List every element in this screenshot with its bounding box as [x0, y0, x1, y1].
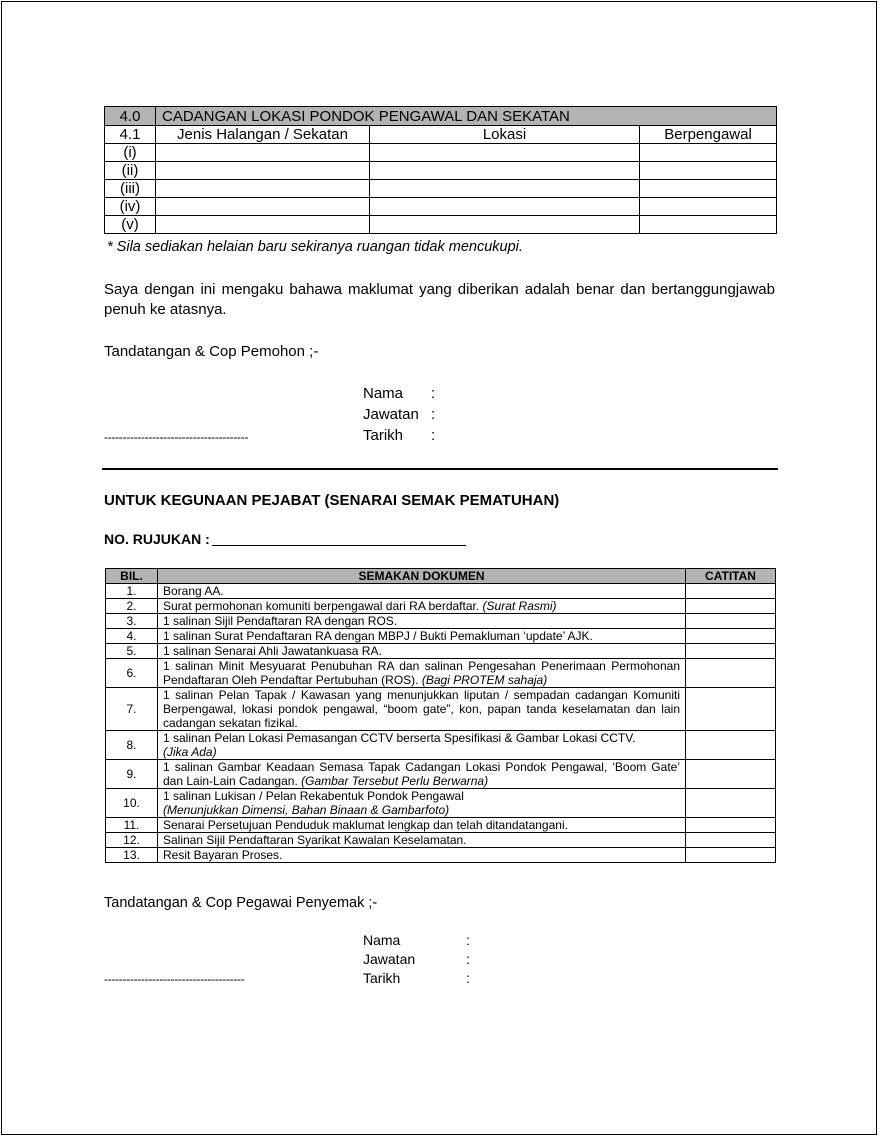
location-cell[interactable] — [370, 180, 640, 198]
item-number: 8. — [106, 731, 158, 760]
item-note-cell[interactable] — [686, 731, 776, 760]
officer-name-label: Nama — [363, 932, 401, 948]
item-number: 1. — [106, 584, 158, 599]
item-text: Surat permohonan komuniti berpengawal dari RA berdaftar. — [163, 599, 480, 613]
checklist-table — [105, 568, 776, 863]
item-text: 1 salinan Sijil Pendaftaran RA dengan ROS. — [163, 614, 398, 628]
section-divider — [102, 468, 778, 470]
item-note-cell[interactable] — [686, 599, 776, 614]
location-cell[interactable] — [370, 216, 640, 234]
office-heading: UNTUK KEGUNAAN PEJABAT (SENARAI SEMAK PEMATUHAN) — [104, 492, 560, 509]
item-note-cell[interactable] — [686, 629, 776, 644]
applicant-name-colon: : — [431, 385, 436, 402]
item-document — [158, 614, 686, 629]
section4-title: CADANGAN LOKASI PONDOK PENGAWAL DAN SEKATAN — [156, 107, 777, 126]
column-document: SEMAKAN DOKUMEN — [158, 569, 686, 584]
item-number: 13. — [106, 848, 158, 863]
applicant-signature-label: Tandatangan & Cop Pemohon ;- — [104, 343, 319, 360]
checklist-row — [106, 659, 776, 688]
section4-note: * Sila sediakan helaian baru sekiranya ruangan tidak mencukupi. — [107, 239, 523, 255]
item-text: Borang AA. — [163, 584, 224, 598]
item-number: 10. — [106, 789, 158, 818]
applicant-position-label: Jawatan — [363, 406, 419, 423]
applicant-position-colon: : — [431, 406, 436, 423]
checklist-row — [106, 760, 776, 789]
item-document — [158, 688, 686, 731]
checklist-row — [106, 848, 776, 863]
checklist-row — [106, 789, 776, 818]
item-note-cell[interactable] — [686, 688, 776, 731]
row-label: (iv) — [105, 198, 156, 216]
section4-number: 4.0 — [105, 107, 156, 126]
officer-signature-label: Tandatangan & Cop Pegawai Penyemak ;- — [104, 895, 378, 911]
officer-date-label: Tarikh — [363, 970, 401, 986]
column-location: Lokasi — [370, 126, 640, 144]
item-italic-note: (Surat Rasmi) — [482, 599, 557, 613]
row-label: (v) — [105, 216, 156, 234]
section4-sub-number: 4.1 — [105, 126, 156, 144]
type-cell[interactable] — [156, 162, 370, 180]
item-text: 1 salinan Gambar Keadaan Semasa Tapak Cadangan Lokasi Pondok Pengawal, ‘Boom Gate’ dan Lain-Lain Cadangan. — [163, 760, 680, 788]
item-note-cell[interactable] — [686, 584, 776, 599]
officer-date-colon: : — [466, 970, 470, 986]
column-no: BIL. — [106, 569, 158, 584]
item-document — [158, 659, 686, 688]
item-italic-note: (Gambar Tersebut Perlu Berwarna) — [301, 774, 489, 788]
item-text: 1 salinan Pelan Tapak / Kawasan yang menunjukkan liputan / sempadan cadangan Komuniti Berpengawal, lokasi pondok pengawal, “boom gate”, kon, papan tanda keselamatan dan lain cadangan sekatan fizikal. — [163, 688, 680, 730]
item-number: 5. — [106, 644, 158, 659]
checklist-row — [106, 629, 776, 644]
column-note: CATITAN — [686, 569, 776, 584]
type-cell[interactable] — [156, 144, 370, 162]
item-text: Resit Bayaran Proses. — [163, 848, 283, 862]
row-label: (ii) — [105, 162, 156, 180]
section4-row — [105, 144, 777, 162]
item-number: 12. — [106, 833, 158, 848]
item-note-cell[interactable] — [686, 833, 776, 848]
checklist-row — [106, 731, 776, 760]
item-number: 6. — [106, 659, 158, 688]
row-label: (i) — [105, 144, 156, 162]
applicant-date-label: Tarikh — [363, 427, 404, 444]
column-guarded: Berpengawal — [640, 126, 777, 144]
section4-row — [105, 198, 777, 216]
location-cell[interactable] — [370, 198, 640, 216]
section4-row — [105, 216, 777, 234]
item-note-cell[interactable] — [686, 789, 776, 818]
checklist-row — [106, 833, 776, 848]
applicant-date-colon: : — [431, 427, 436, 444]
section4-table — [104, 106, 777, 234]
item-note-cell[interactable] — [686, 614, 776, 629]
item-document — [158, 644, 686, 659]
reference-input-line[interactable] — [212, 545, 466, 546]
type-cell[interactable] — [156, 216, 370, 234]
item-text: Salinan Sijil Pendaftaran Syarikat Kawalan Keselamatan. — [163, 833, 467, 847]
checklist-row — [106, 688, 776, 731]
item-document — [158, 833, 686, 848]
item-text: 1 salinan Lukisan / Pelan Rekabentuk Pondok Pengawal — [163, 789, 464, 803]
section4-row — [105, 162, 777, 180]
row-label: (iii) — [105, 180, 156, 198]
item-text: 1 salinan Pelan Lokasi Pemasangan CCTV berserta Spesifikasi & Gambar Lokasi CCTV. — [163, 731, 636, 745]
item-italic-note: (Jika Ada) — [163, 745, 217, 759]
guarded-cell[interactable] — [640, 198, 777, 216]
item-document — [158, 760, 686, 789]
item-note-cell[interactable] — [686, 818, 776, 833]
item-text: 1 salinan Senarai Ahli Jawatankuasa RA. — [163, 644, 382, 658]
item-number: 7. — [106, 688, 158, 731]
item-document — [158, 848, 686, 863]
item-number: 3. — [106, 614, 158, 629]
guarded-cell[interactable] — [640, 180, 777, 198]
officer-name-colon: : — [466, 932, 470, 948]
item-document — [158, 731, 686, 760]
guarded-cell[interactable] — [640, 216, 777, 234]
reference-label: NO. RUJUKAN : — [104, 531, 210, 547]
checklist-row — [106, 614, 776, 629]
item-document — [158, 629, 686, 644]
checklist-row — [106, 818, 776, 833]
item-number: 9. — [106, 760, 158, 789]
checklist-header-row — [106, 569, 776, 584]
applicant-name-label: Nama — [363, 385, 404, 402]
officer-position-colon: : — [466, 951, 470, 967]
applicant-signature-line: --------------------------------------- — [104, 430, 249, 444]
item-note-cell[interactable] — [686, 760, 776, 789]
location-cell[interactable] — [370, 144, 640, 162]
section4-header-row — [105, 107, 777, 126]
item-note-cell[interactable] — [686, 644, 776, 659]
item-italic-note: (Menunjukkan Dimensi, Bahan Binaan & Gambarfoto) — [163, 803, 450, 817]
section4-row — [105, 180, 777, 198]
guarded-cell[interactable] — [640, 144, 777, 162]
column-type: Jenis Halangan / Sekatan — [156, 126, 370, 144]
checklist-row — [106, 644, 776, 659]
type-cell[interactable] — [156, 198, 370, 216]
location-cell[interactable] — [370, 162, 640, 180]
section4-column-row — [105, 126, 777, 144]
item-document — [158, 599, 686, 614]
checklist-row — [106, 599, 776, 614]
officer-position-label: Jawatan — [363, 951, 416, 967]
guarded-cell[interactable] — [640, 162, 777, 180]
item-document — [158, 789, 686, 818]
item-note-cell[interactable] — [686, 848, 776, 863]
item-note-cell[interactable] — [686, 659, 776, 688]
checklist-row — [106, 584, 776, 599]
item-number: 2. — [106, 599, 158, 614]
item-italic-note: (Bagi PROTEM sahaja) — [421, 673, 548, 687]
item-number: 4. — [106, 629, 158, 644]
officer-signature-line: -------------------------------------- — [104, 972, 245, 986]
item-text: 1 salinan Minit Mesyuarat Penubuhan RA dan salinan Pengesahan Penerimaan Permohonan Pendaftaran Oleh Pendaftar Pertubuhan (ROS). — [163, 659, 680, 687]
declaration-text: Saya dengan ini mengaku bahawa maklumat yang diberikan adalah benar dan bertanggungjawab penuh ke atasnya. — [104, 281, 775, 318]
item-text: 1 salinan Surat Pendaftaran RA dengan MBPJ / Bukti Pemakluman ‘update’ AJK. — [163, 629, 593, 643]
item-document — [158, 818, 686, 833]
item-text: Senarai Persetujuan Penduduk maklumat lengkap dan telah ditandatangani. — [163, 818, 568, 832]
type-cell[interactable] — [156, 180, 370, 198]
item-number: 11. — [106, 818, 158, 833]
item-document — [158, 584, 686, 599]
